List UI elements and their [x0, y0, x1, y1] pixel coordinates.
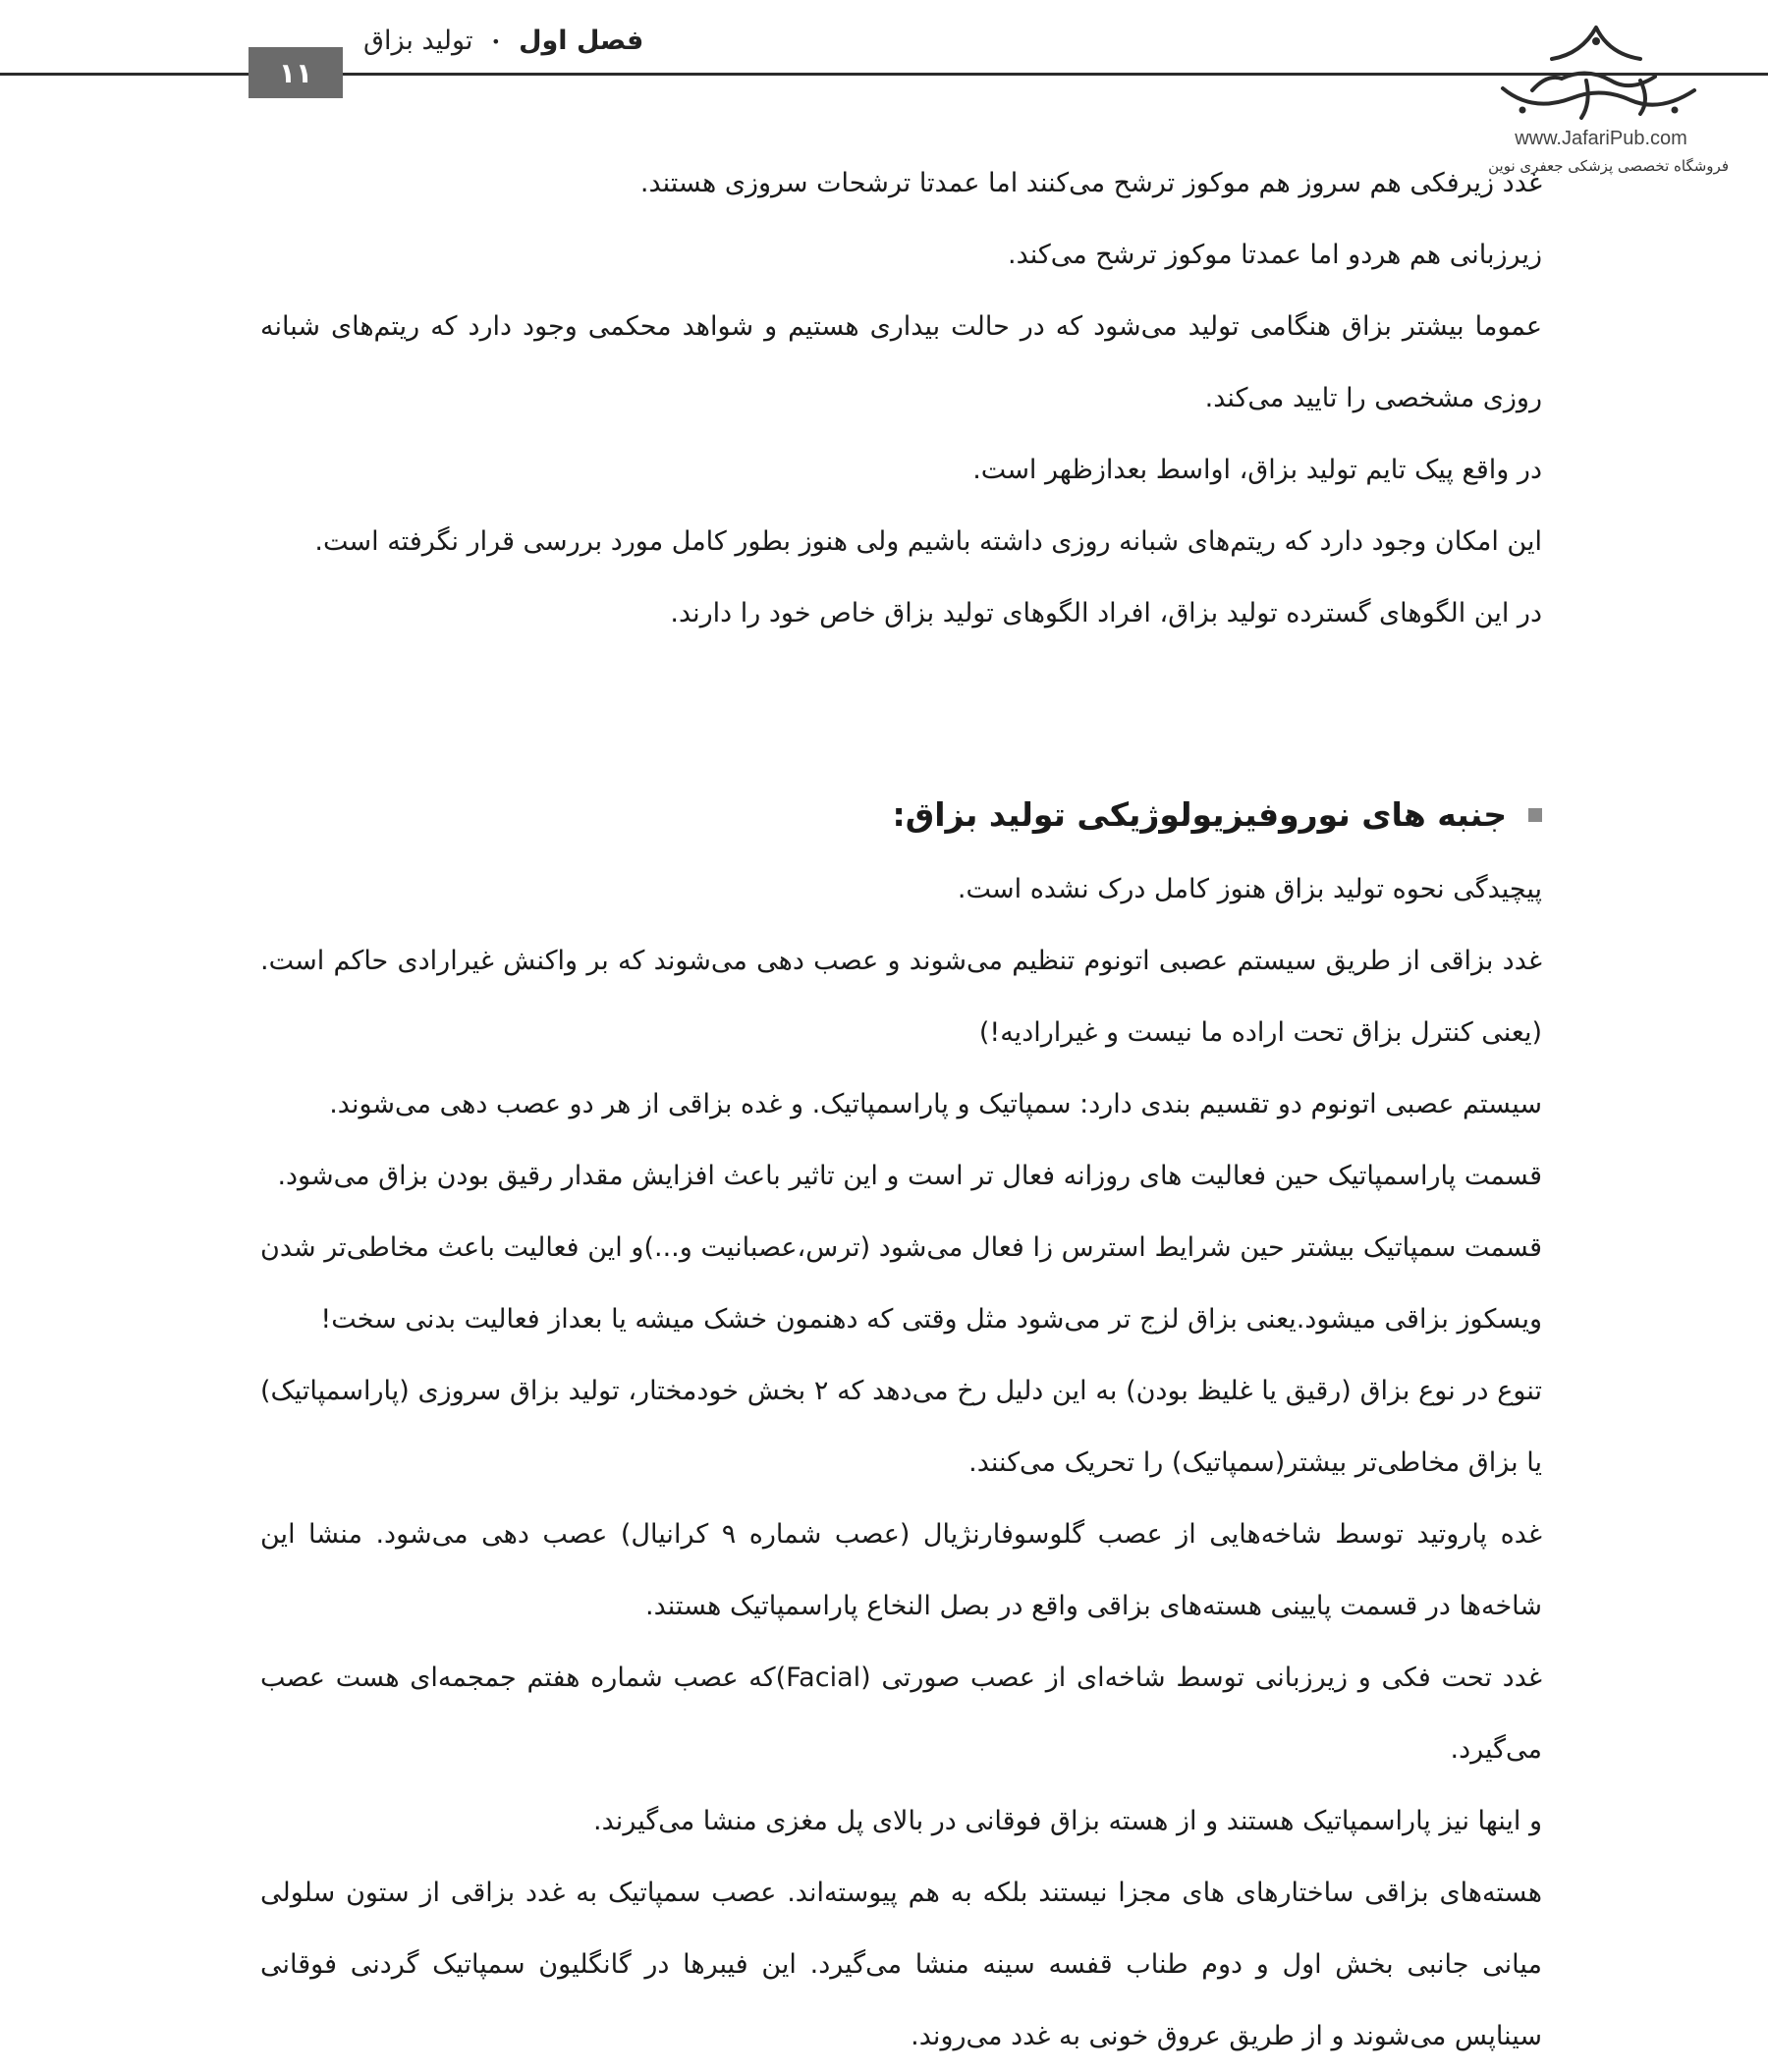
paragraph: غده پاروتید توسط شاخه‌هایی از عصب گلوسوفارنژیال (عصب شماره ۹ کرانیال) عصب دهی می‌شود. منشا این شاخه‌ها در قسمت پایینی هسته‌های بزاقی واقع در بصل النخاع پاراسمپاتیک هستند.	[260, 1519, 1543, 1621]
running-head	[363, 26, 643, 56]
paragraph: غدد تحت فکی و زیرزبانی توسط شاخه‌ای از عصب صورتی (Facial)که عصب شماره هفتم جمجمه‌ای هست عصب می‌گیرد.	[260, 1663, 1542, 1765]
chapter-label: فصل اول	[519, 26, 644, 56]
square-bullet-icon	[1528, 808, 1542, 822]
paragraph: غدد بزاقی از طریق سیستم عصبی اتونوم تنظیم می‌شوند و عصب دهی می‌شوند که بر واکنش غیرارادی حاکم است.(یعنی کنترل بزاق تحت اراده ما نیست و غیرارادیه!)	[260, 946, 1542, 1048]
paragraph: تنوع در نوع بزاق (رقیق یا غلیظ بودن) به این دلیل رخ می‌دهد که ۲ بخش خودمختار، تولید بزاق سروزی (پاراسمپاتیک) یا بزاق مخاطی‌تر بیشتر(سمپاتیک) را تحریک می‌کنند.	[260, 1376, 1542, 1478]
jafari-pub-logo-icon	[1493, 20, 1709, 128]
paragraph: زیرزبانی هم هردو اما عمدتا موکوز ترشح می‌کند.	[1008, 240, 1542, 270]
section-heading	[260, 777, 1542, 853]
publisher-tagline: فروشگاه تخصصی پزشکی جعفری نوین	[1488, 157, 1729, 175]
publisher-url: www.JafariPub.com	[1515, 128, 1687, 149]
paragraph: در این الگوهای گسترده تولید بزاق، افراد الگوهای تولید بزاق خاص خود را دارند.	[670, 598, 1542, 628]
page-body	[260, 147, 1542, 2072]
paragraph: و اینها نیز پاراسمپاتیک هستند و از هسته بزاق فوقانی در بالای پل مغزی منشا می‌گیرند.	[593, 1806, 1542, 1836]
paragraph: هسته‌های بزاقی ساختارهای های مجزا نیستند بلکه به هم پیوسته‌اند. عصب سمپاتیک به غدد بزاقی از ستون سلولی میانی جانبی بخش اول و دوم طناب قفسه سینه منشا می‌گیرد. این فیبرها در گانگلیون سمپاتیک گردنی فوقانی سیناپس می‌شوند و از طریق عروق خونی به غدد می‌روند.	[260, 1878, 1542, 2051]
paragraph: پیچیدگی نحوه تولید بزاق هنوز کامل درک نشده است.	[957, 874, 1542, 904]
running-head-separator: •	[491, 32, 501, 51]
section-spacer	[260, 649, 1542, 777]
paragraph: قسمت سمپاتیک بیشتر حین شرایط استرس زا فعال می‌شود (ترس،عصبانیت و...)و این فعالیت باعث مخاطی‌تر شدن ویسکوز بزاقی میشود.یعنی بزاق لزج تر می‌شود مثل وقتی که دهنمون خشک میشه یا بعداز فعالیت بدنی سخت!	[260, 1232, 1542, 1335]
paragraph: قسمت پاراسمپاتیک حین فعالیت های روزانه فعال تر است و این تاثیر باعث افزایش مقدار رقیق بودن بزاق می‌شود.	[277, 1161, 1542, 1191]
paragraph: عموما بیشتر بزاق هنگامی تولید می‌شود که در حالت بیداری هستیم و شواهد محکمی وجود دارد که ریتم‌های شبانه روزی مشخصی را تایید می‌کند.	[260, 311, 1542, 413]
paragraph: این امکان وجود دارد که ریتم‌های شبانه روزی داشته باشیم ولی هنوز بطور کامل مورد بررسی قرار نگرفته است.	[314, 526, 1542, 557]
section-heading-text: جنبه های نوروفیزیولوژیکی تولید بزاق:	[892, 795, 1507, 834]
page-number-text: ۱۱	[278, 56, 313, 89]
paragraph: سیستم عصبی اتونوم دو تقسیم بندی دارد: سمپاتیک و پاراسمپاتیک. و غده بزاقی از هر دو عصب دهی می‌شوند.	[329, 1089, 1542, 1119]
paragraph: در واقع پیک تایم تولید بزاق، اواسط بعدازظهر است.	[972, 455, 1542, 485]
chapter-title: تولید بزاق	[363, 26, 473, 56]
paragraph: غدد زیرفکی هم سروز هم موکوز ترشح می‌کنند اما عمدتا ترشحات سروزی هستند.	[639, 168, 1542, 198]
page-number	[249, 47, 343, 98]
